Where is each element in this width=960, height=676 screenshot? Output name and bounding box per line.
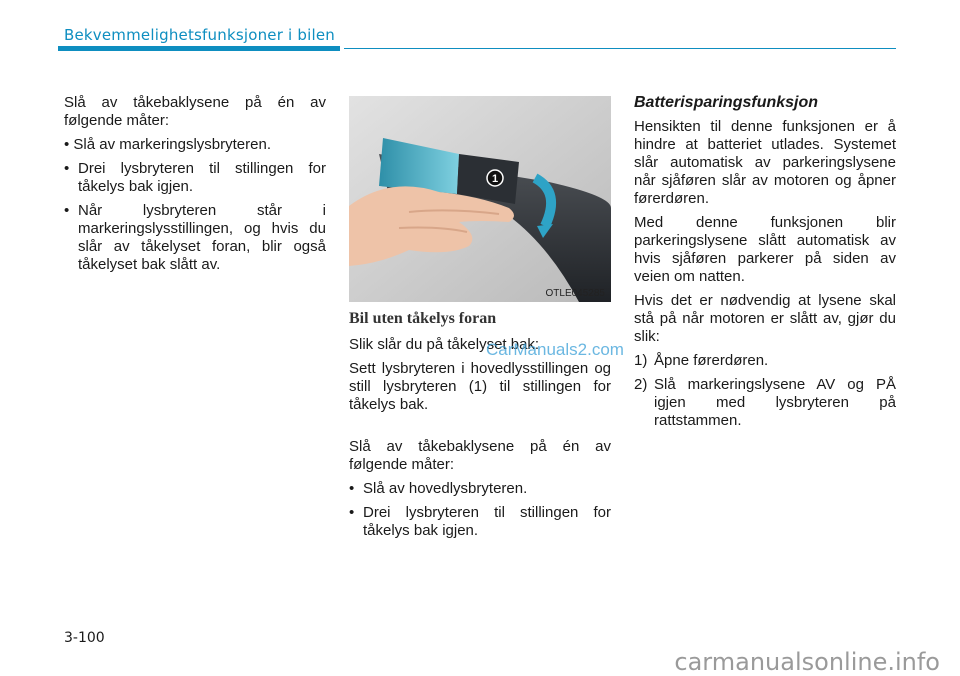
- list-item: • Drei lysbryteren til stillingen for tåkelys bak igjen.: [349, 504, 611, 539]
- column-left: [64, 94, 326, 274]
- page-number: 3-100: [64, 630, 105, 646]
- column-right: [634, 94, 896, 430]
- list-item: 2) Slå markeringslysene AV og PÅ igjen med lysbryteren på rattstammen.: [634, 376, 896, 429]
- hand-on-light-stalk-illustration: [349, 96, 611, 302]
- list-item: • Slå av markeringslysbryteren.: [64, 136, 271, 153]
- paragraph: Slå av tåkebaklysene på én av følgende måter:: [349, 438, 611, 473]
- list-item: 1) Åpne førerdøren.: [634, 352, 769, 369]
- section-title: Bekvemmelighetsfunksjoner i bilen: [64, 26, 335, 44]
- list-item: • Når lysbryteren står i markeringslysstillingen, og hvis du slår av tåkelyset foran, blir også tåkelyset bak slått av.: [64, 202, 326, 273]
- paragraph: Sett lysbryteren i hovedlysstillingen og still lysbryteren (1) til stillingen for tåkelys bak.: [349, 360, 611, 413]
- section-title-bar: [58, 46, 340, 51]
- bullet: •: [64, 160, 70, 177]
- stalk-photo: [349, 96, 611, 302]
- subheading: Bil uten tåkelys foran: [349, 310, 497, 327]
- bullet: •: [349, 480, 355, 497]
- intro-text: Slå av tåkebaklysene på én av følgende måter:: [64, 94, 326, 129]
- subheading: Batterisparingsfunksjon: [634, 94, 819, 111]
- paragraph: Hvis det er nødvendig at lysene skal stå på når motoren er slått av, gjør du slik:: [634, 292, 896, 345]
- section-rule: [344, 48, 896, 49]
- paragraph: Slik slår du på tåkelyset bak:: [349, 336, 540, 353]
- paragraph: Hensikten til denne funksjonen er å hindre at batteriet utlades. Systemet slår automatisk av parkeringslysene når sjåføren slår av motoren og åpner førerdøren.: [634, 118, 896, 207]
- paragraph: Med denne funksjonen blir parkeringslysene slått automatisk av hvis sjåføren parkerer på siden av veien om natten.: [634, 214, 896, 285]
- footer-link[interactable]: carmanualsonline.info: [674, 648, 940, 676]
- figure-code: OTLE045285: [545, 288, 605, 299]
- callout-number: 1: [491, 173, 499, 185]
- watermark: CarManuals2.com: [486, 340, 624, 359]
- bullet: •: [349, 504, 355, 521]
- list-item: • Drei lysbryteren til stillingen for tåkelys bak igjen.: [64, 160, 326, 195]
- list-item: • Slå av hovedlysbryteren.: [349, 480, 528, 497]
- bullet: •: [64, 202, 70, 219]
